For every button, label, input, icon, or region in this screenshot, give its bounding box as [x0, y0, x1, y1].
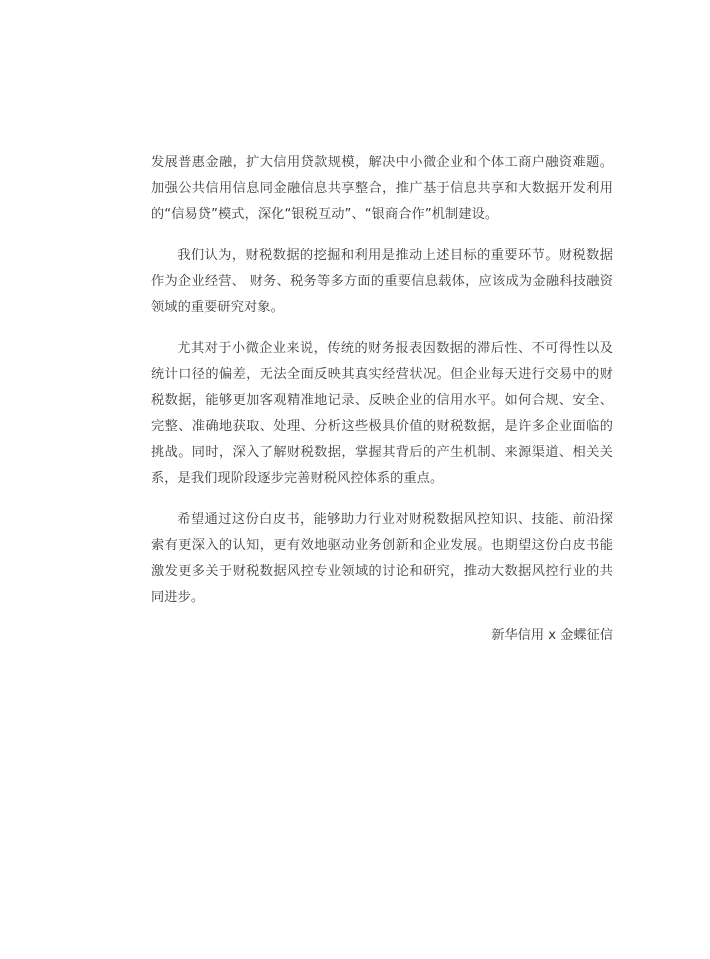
paragraph-financial-tax-data: 我们认为，财税数据的挖掘和利用是推动上述目标的重要环节。财税数据作为企业经营、 财务、税务等多方面的重要信息载体，应该成为金融科技融资领域的重要研究对象。 — [151, 248, 613, 315]
document-signature: 新华信用 x 金蝶征信 — [491, 628, 613, 643]
paragraph-continued: 发展普惠金融，扩大信用贷款规模，解决中小微企业和个体工商户融资难题。加强公共信用信息同金融信息共享整合，推广基于信息共享和大数据开发利用的“信易贷”模式，深化“银税互动”、“银商合作”机制建设。 — [151, 155, 613, 222]
paragraph-small-business: 尤其对于小微企业来说，传统的财务报表因数据的滞后性、不可得性以及统计口径的偏差，无法全面反映其真实经营状况。但企业每天进行交易中的财税数据，能够更加客观精准地记录、反映企业的信用水平。如何合规、安全、完整、准确地获取、处理、分析这些极具价值的财税数据，是许多企业面临的挑战。同时，深入了解财税数据，掌握其背后的产生机制、来源渠道、相关关系，是我们现阶段逐步完善财税风控体系的重点。 — [151, 341, 613, 486]
paragraph-whitepaper-hope: 希望通过这份白皮书，能够助力行业对财税数据风控知识、技能、前沿探索有更深入的认知，更有效地驱动业务创新和企业发展。也期望这份白皮书能激发更多关于财税数据风控专业领域的讨论和研究，推动大数据风控行业的共同进步。 — [151, 512, 613, 605]
document-body — [151, 150, 613, 626]
